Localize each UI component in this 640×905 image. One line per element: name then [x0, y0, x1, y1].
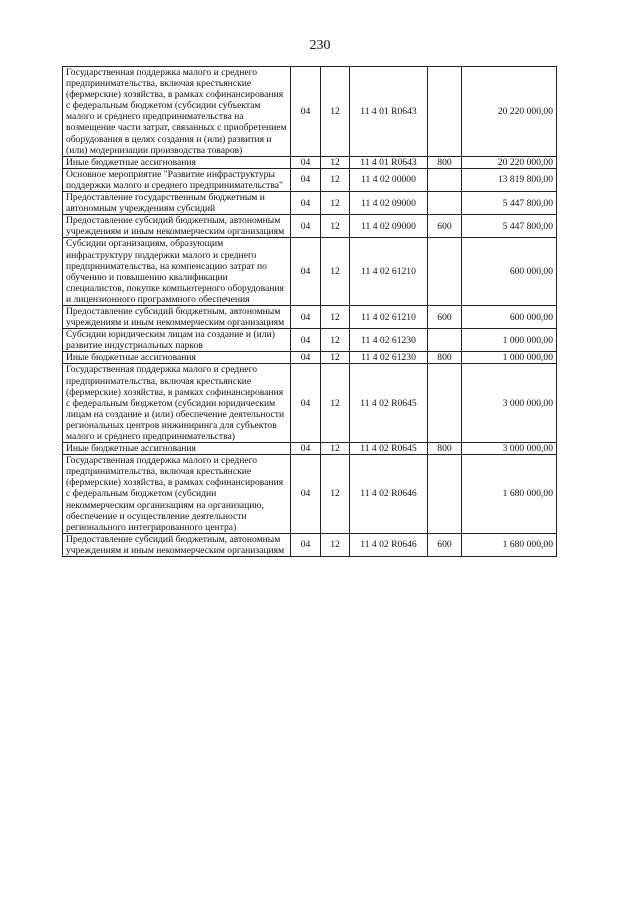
row-name-cell: Иные бюджетные ассигнования [63, 352, 291, 364]
row-name-cell: Предоставление субсидий бюджетным, автономным учреждениям и иным некоммерческим организациям [63, 215, 291, 238]
row-target-article-cell: 11 4 02 R0646 [350, 455, 428, 534]
row-target-article-cell: 11 4 01 R0643 [350, 156, 428, 168]
row-amount-cell: 5 447 800,00 [462, 215, 557, 238]
table-row [63, 364, 557, 443]
row-section-cell: 04 [291, 192, 321, 215]
row-expense-type-cell: 600 [428, 533, 462, 556]
table-row [63, 67, 557, 157]
row-target-article-cell: 11 4 02 61230 [350, 352, 428, 364]
budget-table [62, 66, 557, 557]
row-amount-cell: 1 680 000,00 [462, 455, 557, 534]
row-section-cell: 04 [291, 533, 321, 556]
row-amount-cell: 3 000 000,00 [462, 364, 557, 443]
row-subsection-cell: 12 [321, 352, 350, 364]
row-expense-type-cell: 800 [428, 156, 462, 168]
table-row [63, 329, 557, 352]
row-subsection-cell: 12 [321, 168, 350, 191]
row-target-article-cell: 11 4 02 00000 [350, 168, 428, 191]
row-section-cell: 04 [291, 352, 321, 364]
row-amount-cell: 600 000,00 [462, 305, 557, 328]
row-target-article-cell: 11 4 02 61230 [350, 329, 428, 352]
row-section-cell: 04 [291, 364, 321, 443]
row-expense-type-cell: 600 [428, 215, 462, 238]
row-subsection-cell: 12 [321, 238, 350, 306]
row-amount-cell: 1 000 000,00 [462, 329, 557, 352]
row-amount-cell: 1 000 000,00 [462, 352, 557, 364]
table-row [63, 238, 557, 306]
table-row [63, 156, 557, 168]
row-target-article-cell: 11 4 02 R0645 [350, 364, 428, 443]
row-section-cell: 04 [291, 156, 321, 168]
row-amount-cell: 13 819 800,00 [462, 168, 557, 191]
row-amount-cell: 600 000,00 [462, 238, 557, 306]
page-number: 230 [309, 38, 331, 53]
row-amount-cell: 3 000 000,00 [462, 443, 557, 455]
row-name-cell: Предоставление субсидий бюджетным, автономным учреждениям и иным некоммерческим организациям [63, 305, 291, 328]
table-row [63, 192, 557, 215]
row-section-cell: 04 [291, 329, 321, 352]
row-name-cell: Субсидии юридическим лицам на создание и (или) развитие индустриальных парков [63, 329, 291, 352]
row-expense-type-cell [428, 455, 462, 534]
row-subsection-cell: 12 [321, 192, 350, 215]
row-section-cell: 04 [291, 305, 321, 328]
row-target-article-cell: 11 4 01 R0643 [350, 67, 428, 157]
row-subsection-cell: 12 [321, 443, 350, 455]
row-target-article-cell: 11 4 02 09000 [350, 192, 428, 215]
row-section-cell: 04 [291, 238, 321, 306]
table-row [63, 455, 557, 534]
row-expense-type-cell [428, 364, 462, 443]
row-target-article-cell: 11 4 02 61210 [350, 238, 428, 306]
row-subsection-cell: 12 [321, 364, 350, 443]
row-expense-type-cell [428, 192, 462, 215]
row-target-article-cell: 11 4 02 R0645 [350, 443, 428, 455]
row-subsection-cell: 12 [321, 156, 350, 168]
row-subsection-cell: 12 [321, 305, 350, 328]
table-row [63, 352, 557, 364]
row-section-cell: 04 [291, 168, 321, 191]
table-row [63, 443, 557, 455]
table-row [63, 168, 557, 191]
row-expense-type-cell [428, 67, 462, 157]
row-expense-type-cell [428, 238, 462, 306]
row-name-cell: Иные бюджетные ассигнования [63, 156, 291, 168]
row-amount-cell: 5 447 800,00 [462, 192, 557, 215]
row-target-article-cell: 11 4 02 R0646 [350, 533, 428, 556]
row-target-article-cell: 11 4 02 61210 [350, 305, 428, 328]
row-subsection-cell: 12 [321, 215, 350, 238]
row-name-cell: Предоставление субсидий бюджетным, автономным учреждениям и иным некоммерческим организациям [63, 533, 291, 556]
row-expense-type-cell: 800 [428, 352, 462, 364]
budget-table-body [63, 67, 557, 557]
row-expense-type-cell [428, 329, 462, 352]
row-expense-type-cell: 800 [428, 443, 462, 455]
row-section-cell: 04 [291, 455, 321, 534]
row-section-cell: 04 [291, 215, 321, 238]
row-section-cell: 04 [291, 67, 321, 157]
row-amount-cell: 20 220 000,00 [462, 67, 557, 157]
row-expense-type-cell: 600 [428, 305, 462, 328]
row-expense-type-cell [428, 168, 462, 191]
table-row [63, 533, 557, 556]
row-name-cell: Субсидии организациям, образующим инфраструктуру поддержки малого и среднего предпринимательства, на компенсацию затрат по обучению и повышению квалификации специалистов, покупке компьютерного оборудования и лицензионного программного обеспечения [63, 238, 291, 306]
row-amount-cell: 1 680 000,00 [462, 533, 557, 556]
row-name-cell: Государственная поддержка малого и среднего предпринимательства, включая крестьянские (фермерские) хозяйства, в рамках софинансирования с федеральным бюджетом (субсидии юридическим лицам на создание и (или) обеспечение деятельности региональных центров инжиниринга для субъектов малого и среднего предпринимательства) [63, 364, 291, 443]
row-name-cell: Государственная поддержка малого и среднего предпринимательства, включая крестьянские (фермерские) хозяйства, в рамках софинансирования с федеральным бюджетом (субсидии субъектам малого и среднего предпринимательства на возмещение части затрат, связанных с приобретением оборудования в целях создания и (или) развития и (или) модернизации производства товаров) [63, 67, 291, 157]
row-name-cell: Основное мероприятие "Развитие инфраструктуры поддержки малого и среднего предпринимательства" [63, 168, 291, 191]
row-subsection-cell: 12 [321, 329, 350, 352]
row-target-article-cell: 11 4 02 09000 [350, 215, 428, 238]
row-subsection-cell: 12 [321, 67, 350, 157]
row-name-cell: Иные бюджетные ассигнования [63, 443, 291, 455]
row-subsection-cell: 12 [321, 533, 350, 556]
row-name-cell: Предоставление государственным бюджетным и автономным учреждениям субсидий [63, 192, 291, 215]
row-amount-cell: 20 220 000,00 [462, 156, 557, 168]
row-name-cell: Государственная поддержка малого и среднего предпринимательства, включая крестьянские (фермерские) хозяйства, в рамках софинансирования с федеральным бюджетом (субсидии некоммерческим организациям на организацию, обеспечение и осуществление деятельности регионального интегрированного центра) [63, 455, 291, 534]
table-row [63, 305, 557, 328]
row-subsection-cell: 12 [321, 455, 350, 534]
table-row [63, 215, 557, 238]
row-section-cell: 04 [291, 443, 321, 455]
